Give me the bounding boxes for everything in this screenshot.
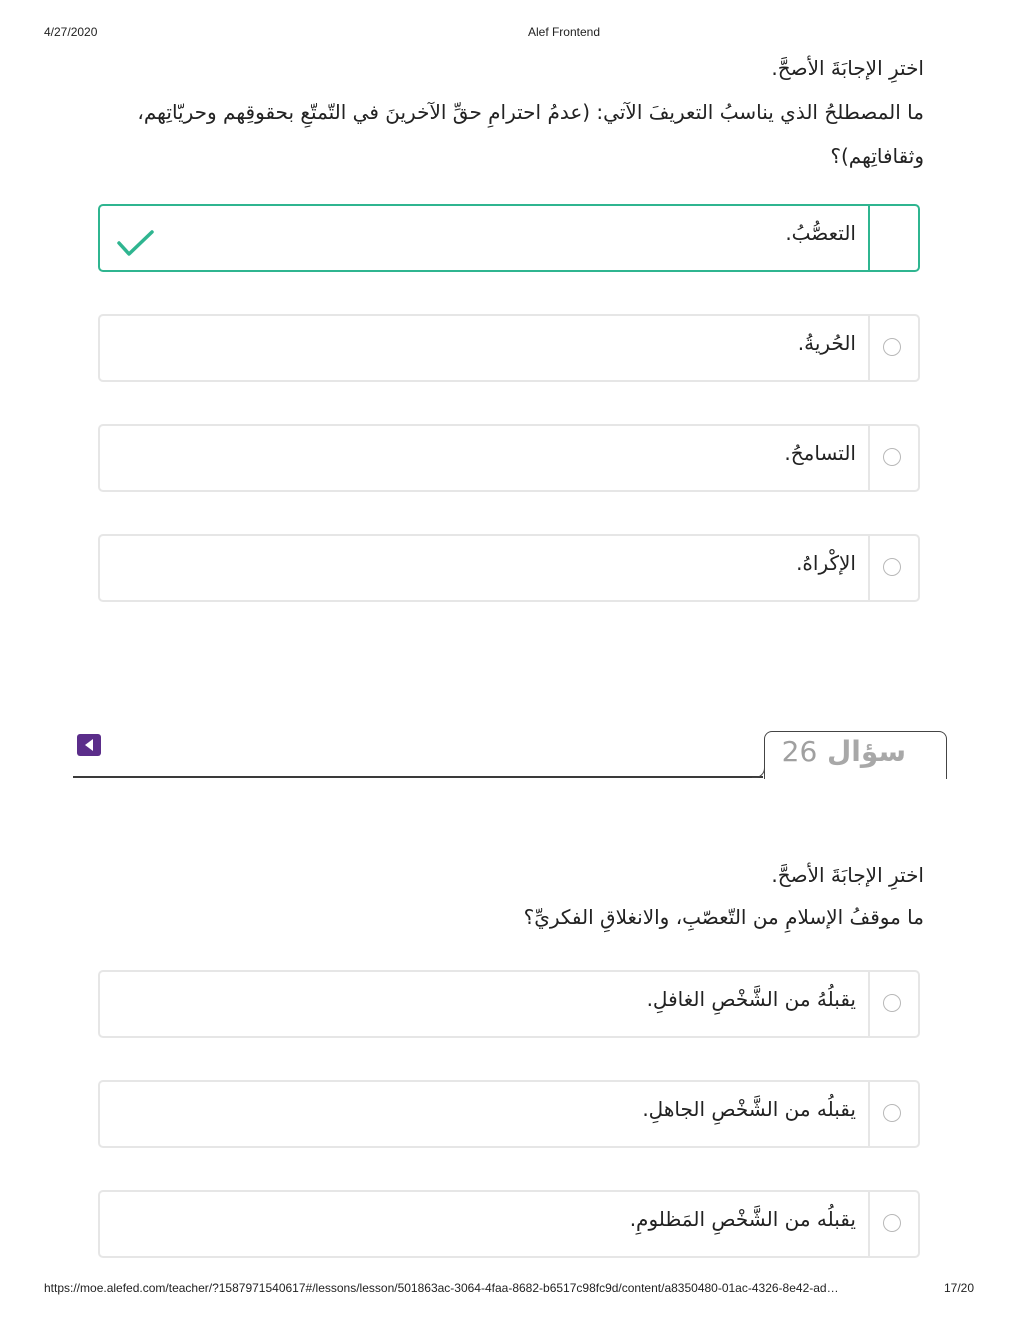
question-instruction: اخترِ الإجابَةَ الأصحَّ. (771, 863, 924, 887)
radio-circle-icon[interactable] (883, 338, 901, 356)
previous-question-button[interactable] (77, 734, 101, 756)
print-page-number: 17/20 (944, 1281, 975, 1295)
answer-option[interactable] (98, 314, 920, 382)
question-number-label (782, 735, 906, 768)
radio-cell (868, 426, 918, 490)
radio-cell (868, 972, 918, 1036)
question-number: 26 (781, 735, 818, 768)
radio-cell (868, 536, 918, 600)
option-text: الحُريةُ. (797, 331, 856, 355)
option-text: يقبلُهُ من الشَّخْصِ الغافلِ. (646, 987, 856, 1011)
radio-circle-icon[interactable] (883, 1104, 901, 1122)
option-text: يقبلُه من الشَّخْصِ المَظلومِ. (629, 1207, 856, 1231)
option-text: يقبلُه من الشَّخْصِ الجاهلِ. (642, 1097, 856, 1121)
radio-cell (868, 1082, 918, 1146)
answer-option[interactable] (98, 970, 920, 1038)
radio-circle-icon[interactable] (883, 1214, 901, 1232)
question-header-divider (73, 776, 763, 778)
answer-option[interactable] (98, 534, 920, 602)
radio-cell (868, 206, 918, 270)
answer-option-correct[interactable] (98, 204, 920, 272)
question-instruction: اخترِ الإجابَةَ الأصحَّ. (771, 56, 924, 80)
option-text: التعصُّبُ. (785, 221, 856, 245)
question-word: سؤال (827, 735, 906, 768)
print-date: 4/27/2020 (44, 25, 98, 39)
question-prompt: ما موقفُ الإسلامِ من التّعصّبِ، والانغلاقِ الفكريِّ؟ (523, 905, 924, 929)
radio-circle-icon[interactable] (883, 558, 901, 576)
answer-option[interactable] (98, 1190, 920, 1258)
question-prompt: ما المصطلحُ الذي يناسبُ التعريفَ الآتي: (عدمُ احترامِ حقِّ الآخرينَ في التّمتّعِ بحقوقِهم وحريّاتِهم، وثقافاتِهم)؟ (137, 100, 924, 168)
print-url: https://moe.alefed.com/teacher/?1587971540617#/lessons/lesson/501863ac-3064-4faa-8682-b6517c98fc9d/content/a8350480-01ac-4326-8e42-ad… (44, 1281, 839, 1295)
caret-left-icon (84, 739, 94, 751)
radio-cell (868, 1192, 918, 1256)
radio-cell (868, 316, 918, 380)
answer-option[interactable] (98, 1080, 920, 1148)
radio-circle-icon[interactable] (883, 994, 901, 1012)
answer-option[interactable] (98, 424, 920, 492)
option-text: الإكْراهُ. (796, 551, 856, 575)
option-text: التسامحُ. (784, 441, 856, 465)
checkmark-icon (117, 229, 155, 259)
radio-circle-icon[interactable] (883, 448, 901, 466)
print-title: Alef Frontend (527, 25, 601, 39)
